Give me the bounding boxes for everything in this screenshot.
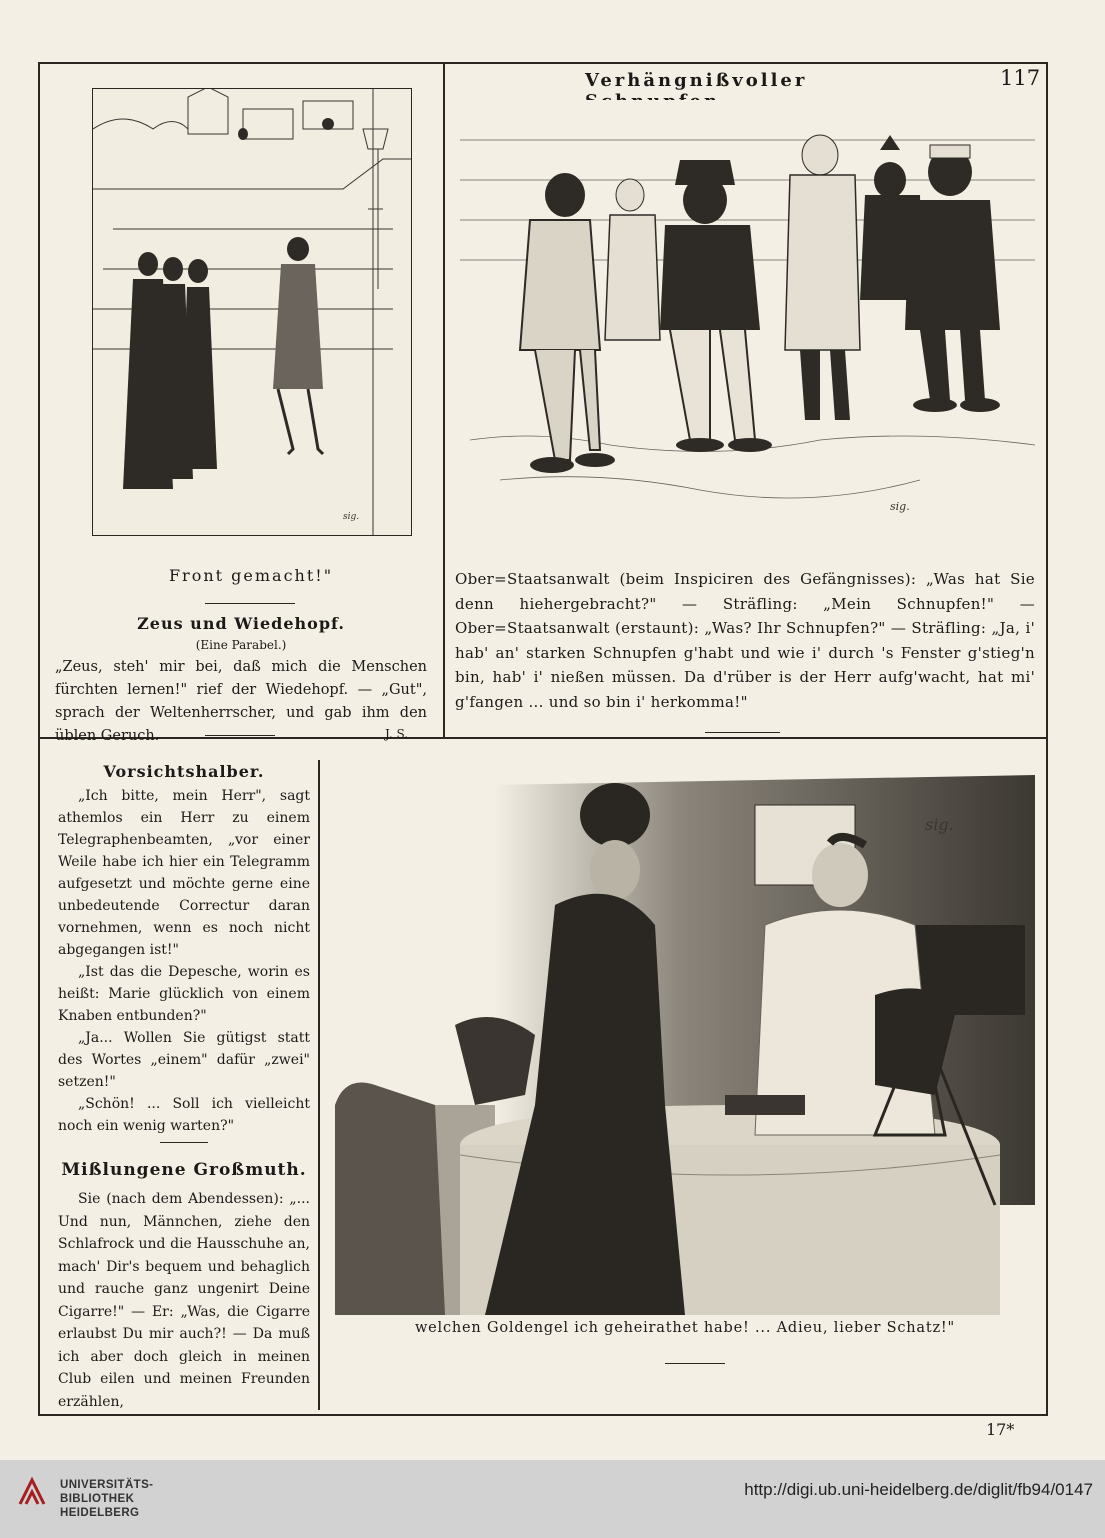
rule: [205, 735, 275, 736]
column-divider-top: [443, 62, 445, 738]
sheet-signature-mark: 17*: [986, 1420, 1015, 1439]
vorsicht-paragraph: „Ja... Wollen Sie gütigst statt des Wortes „einem" dafür „zwei" setzen!": [58, 1030, 310, 1090]
svg-text:sig.: sig.: [890, 500, 910, 513]
zeus-heading: Zeus und Wiedehopf.: [137, 614, 345, 633]
vorsicht-paragraph: „Ist das die Depesche, worin es heißt: Marie glücklich von einem Knaben entbunden?": [58, 964, 310, 1024]
page-number: 117: [1000, 66, 1041, 90]
zeus-subtitle: (Eine Parabel.): [195, 638, 287, 652]
library-name-line: UNIVERSITÄTS-: [60, 1479, 154, 1491]
rule: [665, 1363, 725, 1364]
page-title: Verhängnißvoller: [585, 70, 808, 91]
column-divider-bottom: [318, 760, 320, 1410]
svg-text:sig.: sig.: [925, 815, 954, 834]
library-name-line: HEIDELBERG: [60, 1507, 140, 1519]
library-logo-icon: [14, 1474, 50, 1514]
vorsicht-heading: Vorsichtshalber.: [103, 762, 265, 781]
rule: [705, 732, 780, 733]
bottom-illustration-caption: welchen Goldengel ich geheirathet habe! ... Adieu, lieber Schatz!": [414, 1320, 956, 1336]
grossmuth-heading: Mißlungene Großmuth.: [61, 1160, 307, 1180]
rule: [160, 1142, 208, 1143]
zeus-signature: J. S.: [385, 727, 409, 741]
right-cartoon-illustration: [460, 100, 1035, 550]
source-url-link[interactable]: http://digi.ub.uni-heidelberg.de/diglit/fb94/0147: [744, 1480, 1093, 1499]
library-name-line: BIBLIOTHEK: [60, 1493, 135, 1505]
left-cartoon-illustration: [92, 88, 412, 536]
vorsicht-body: [58, 785, 310, 1137]
zeus-body: „Zeus, steh' mir bei, daß mich die Menschen fürchten lernen!" rief der Wiedehopf. — „Gut", sprach der Weltenherrscher, und gab ihm den üblen Geruch.: [55, 659, 427, 744]
right-cartoon-caption: Ober=Staatsanwalt (beim Inspiciren des Gefängnisses): „Was hat Sie denn hiehergebracht?" — Sträfling: „Mein Schnupfen!" — Ober=Staatsanwalt (erstaunt): „Was? Ihr Schnupfen?" — Sträfling: „Ja, i' hab' an' starken Schnupfen g'habt und wie i' durch 's Fenster g'stieg'n bin, hab' i' nießen müssen. Da d'rüber is der Herr aufg'wacht, hat mi' g'fangen ... und so bin i' herkomma!": [455, 570, 1035, 711]
library-name: [60, 1478, 153, 1520]
rule: [205, 603, 295, 604]
vorsicht-paragraph: „Schön! ... Soll ich vielleicht noch ein wenig warten?": [58, 1096, 310, 1134]
left-cartoon-caption: Front gemacht!": [168, 566, 334, 585]
vorsicht-paragraph: „Ich bitte, mein Herr", sagt athemlos ein Herr zu einem Telegraphenbeamten, „vor einer Weile habe ich hier ein Telegramm aufgesetzt und möchte gerne eine unbedeutende Correctur daran vornehmen, wenn es noch nicht abgegangen ist!": [58, 788, 310, 958]
grossmuth-body: Sie (nach dem Abendessen): „... Und nun, Männchen, ziehe den Schlafrock und die Hausschuhe an, mach' Dir's bequem und behaglich und rauche ganz ungenirt Deine Cigarre!" — Er: „Was, die Cigarre erlaubst Du mir auch?! — Da muß ich aber doch gleich in meinen Club eilen und meinen Freunden erzählen,: [58, 1191, 310, 1410]
svg-text:sig.: sig.: [343, 512, 360, 522]
couple-dining-illustration: [335, 775, 1035, 1315]
footer-bar: [0, 1460, 1105, 1538]
